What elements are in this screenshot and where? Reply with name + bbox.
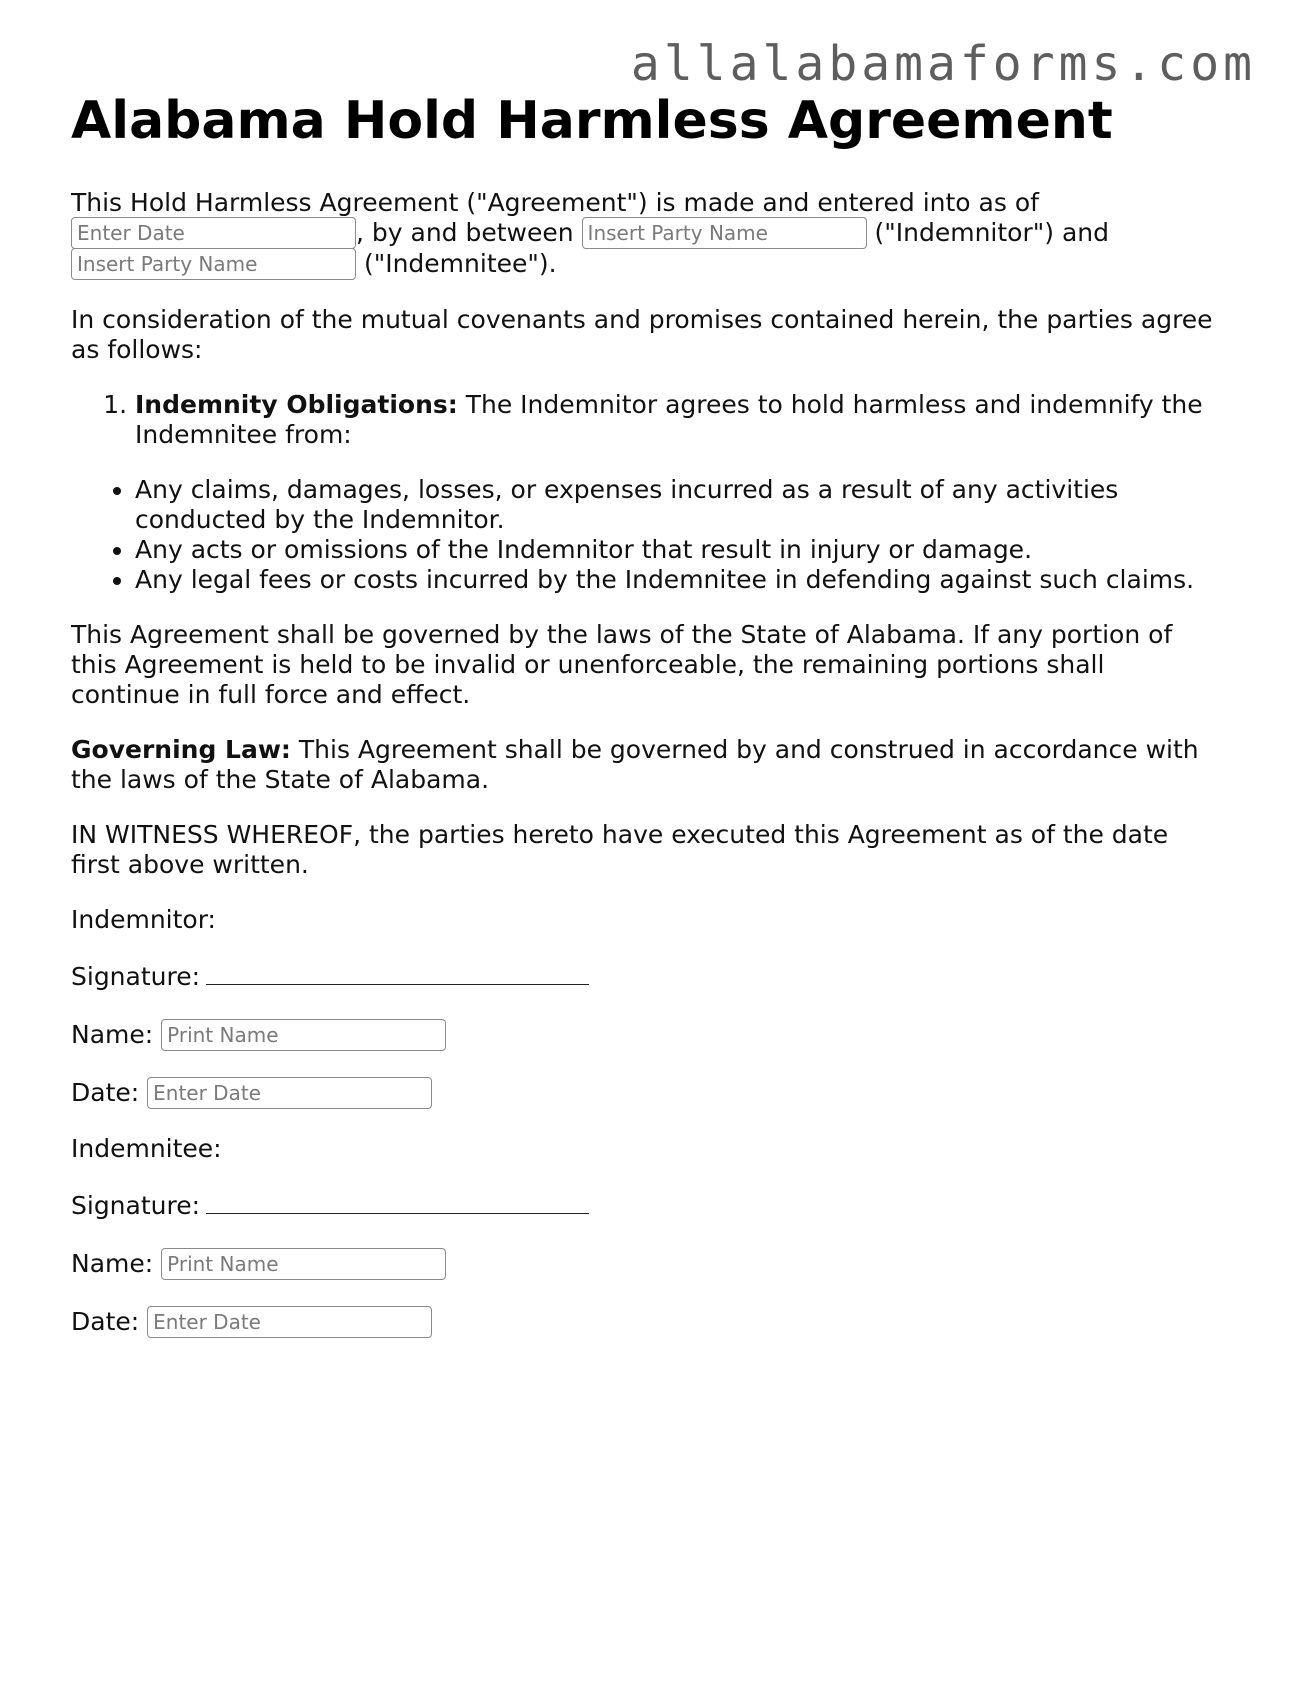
indemnitee-name-row xyxy=(71,1247,1221,1280)
indemnitor-date-input[interactable] xyxy=(147,1077,432,1109)
indemnitee-name-input[interactable] xyxy=(71,248,356,280)
intro-text-2: , by and between xyxy=(356,218,574,247)
page-title: Alabama Hold Harmless Agreement xyxy=(71,91,1113,151)
witness-paragraph: IN WITNESS WHEREOF, the parties hereto have executed this Agreement as of the date first above written. xyxy=(71,820,1169,879)
signature-label: Signature: xyxy=(71,1191,201,1220)
consideration-paragraph: In consideration of the mutual covenants and promises contained herein, the parties agree as follows: xyxy=(71,305,1213,364)
indemnity-bullets xyxy=(71,475,1221,595)
indemnitor-name-row xyxy=(71,1018,1221,1051)
date-label: Date: xyxy=(71,1307,140,1336)
indemnitor-date-row xyxy=(71,1076,1221,1109)
indemnitor-label: Indemnitor: xyxy=(71,905,216,934)
name-label: Name: xyxy=(71,1249,154,1278)
indemnitee-signature-row xyxy=(71,1189,1221,1222)
name-label: Name: xyxy=(71,1020,154,1049)
governing-law-text: This Agreement shall be governed by and construed in accordance with the laws of the State of Alabama. xyxy=(71,735,1199,794)
signature-label: Signature: xyxy=(71,962,201,991)
intro-text-1: This Hold Harmless Agreement ("Agreement") is made and entered into as of xyxy=(71,188,1039,217)
indemnitor-signature-row xyxy=(71,960,1221,993)
indemnitor-signature-block xyxy=(71,905,1221,1109)
intro-text-4: ("Indemnitee"). xyxy=(363,249,557,278)
indemnity-text: The Indemnitor agrees to hold harmless and indemnify the Indemnitee from: xyxy=(135,390,1203,449)
indemnity-heading: Indemnity Obligations: xyxy=(135,390,458,419)
indemnitee-label: Indemnitee: xyxy=(71,1134,222,1163)
date-label: Date: xyxy=(71,1078,140,1107)
obligations-list xyxy=(71,390,1221,450)
governing-law-paragraph xyxy=(71,735,1221,795)
agreement-date-input[interactable] xyxy=(71,217,356,249)
indemnitee-signature-line[interactable] xyxy=(206,1189,589,1214)
site-watermark: allalabamaforms.com xyxy=(630,36,1256,92)
severability-paragraph: This Agreement shall be governed by the laws of the State of Alabama. If any portion of this Agreement is held to be invalid or unenforceable, the remaining portions shall continue in full force and effect. xyxy=(71,620,1173,709)
indemnitee-signature-block xyxy=(71,1134,1221,1338)
intro-text-3: ("Indemnitor") and xyxy=(874,218,1109,247)
agreement-document xyxy=(71,92,1221,1363)
indemnitor-name-input[interactable] xyxy=(582,217,867,249)
indemnitee-print-name-input[interactable] xyxy=(161,1248,446,1280)
indemnitor-print-name-input[interactable] xyxy=(161,1019,446,1051)
intro-paragraph xyxy=(71,188,1221,280)
indemnitor-signature-line[interactable] xyxy=(206,960,589,985)
indemnitee-date-row xyxy=(71,1305,1221,1338)
indemnitee-date-input[interactable] xyxy=(147,1306,432,1338)
list-item: • Any legal fees or costs incurred by the Indemnitee in defending against such claims. xyxy=(135,565,1221,595)
list-item: • Any acts or omissions of the Indemnitor that result in injury or damage. xyxy=(135,535,1221,565)
governing-law-heading: Governing Law: xyxy=(71,735,291,764)
list-item: • Any claims, damages, losses, or expenses incurred as a result of any activities conducted by the Indemnitor. xyxy=(135,475,1221,535)
indemnity-obligations-item xyxy=(135,390,1221,450)
